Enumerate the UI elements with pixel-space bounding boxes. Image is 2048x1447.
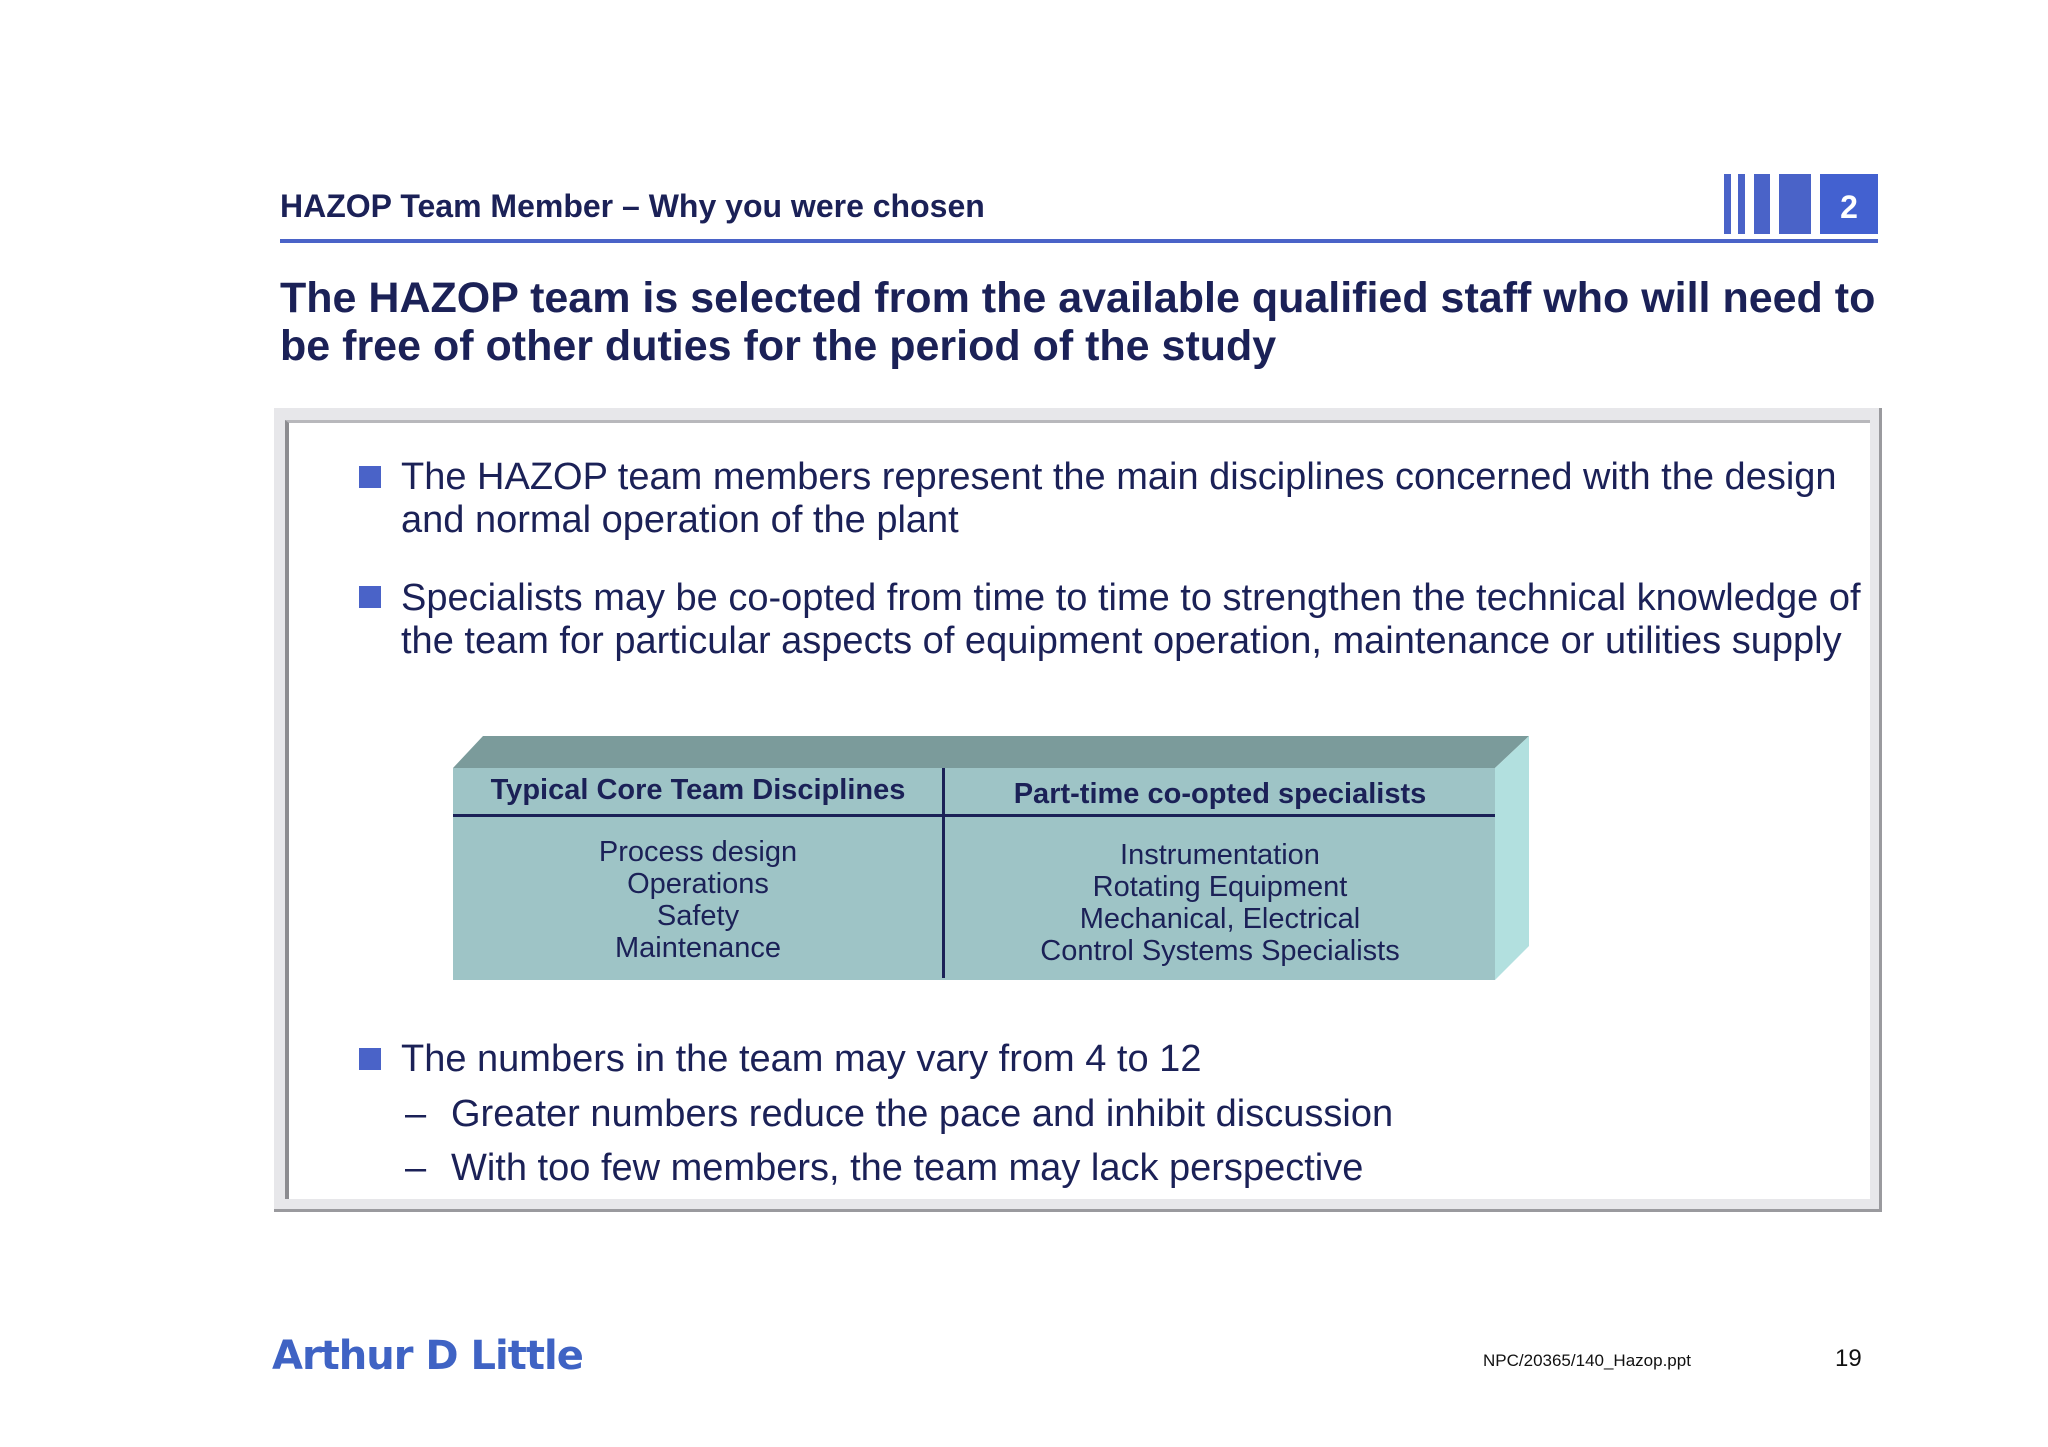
- sub-bullet-text: Greater numbers reduce the pace and inhibit discussion: [451, 1093, 1394, 1135]
- specialist: Instrumentation: [1120, 839, 1320, 871]
- sub-bullet-text: With too few members, the team may lack perspective: [451, 1147, 1364, 1189]
- specialist: Control Systems Specialists: [1040, 935, 1400, 967]
- section-marker: [1724, 174, 1878, 234]
- header-rule: [280, 239, 1878, 243]
- arthur-d-little-logo: Arthur D Little: [272, 1333, 583, 1379]
- table-header-rule: [453, 814, 1495, 817]
- core-discipline: Maintenance: [614, 932, 782, 964]
- section-number: 2: [1820, 174, 1878, 234]
- bullet-item: Specialists may be co-opted from time to time to strengthen the technical knowledge of the team for particular aspects of equipment operation, maintenance or utilities supply: [401, 577, 1861, 662]
- bullet-item: The numbers in the team may vary from 4 to 12: [401, 1038, 1202, 1080]
- marker-bar: [1738, 174, 1745, 234]
- bullet-item: The HAZOP team members represent the main disciplines concerned with the design and normal operation of the plant: [401, 456, 1837, 541]
- table-header-core: Typical Core Team Disciplines: [490, 774, 906, 806]
- page-number: 19: [1835, 1345, 1862, 1372]
- specialist: Rotating Equipment: [1092, 871, 1348, 903]
- file-reference: NPC/20365/140_Hazop.ppt: [1483, 1351, 1691, 1370]
- sub-bullet-item: [405, 1147, 1363, 1190]
- core-discipline: Process design: [598, 836, 798, 868]
- dash-marker: –: [405, 1093, 427, 1135]
- table-top-face: [453, 736, 1529, 768]
- headline: The HAZOP team is selected from the available qualified staff who will need to be free of other duties for the period of the study: [280, 274, 1876, 370]
- bullet-square-icon: [359, 1048, 381, 1070]
- specialist: Mechanical, Electrical: [1079, 903, 1361, 935]
- dash-marker: –: [405, 1147, 427, 1189]
- bullet-square-icon: [359, 586, 381, 608]
- table-header-specialists: Part-time co-opted specialists: [1013, 778, 1427, 810]
- marker-bar: [1754, 174, 1770, 234]
- bullet-square-icon: [359, 466, 381, 488]
- table-side-face: [1493, 736, 1529, 980]
- core-discipline: Safety: [656, 900, 740, 932]
- table-side-shape: [1495, 736, 1529, 980]
- table-cell-core: [453, 836, 943, 964]
- section-title: HAZOP Team Member – Why you were chosen: [280, 188, 985, 224]
- table-cell-specialists: [945, 839, 1495, 967]
- disciplines-table: [453, 736, 1529, 980]
- marker-bar: [1779, 174, 1811, 234]
- table-top-shape: [453, 736, 1529, 768]
- core-discipline: Operations: [627, 868, 769, 900]
- sub-bullet-item: [405, 1093, 1393, 1136]
- marker-bar: [1724, 174, 1731, 234]
